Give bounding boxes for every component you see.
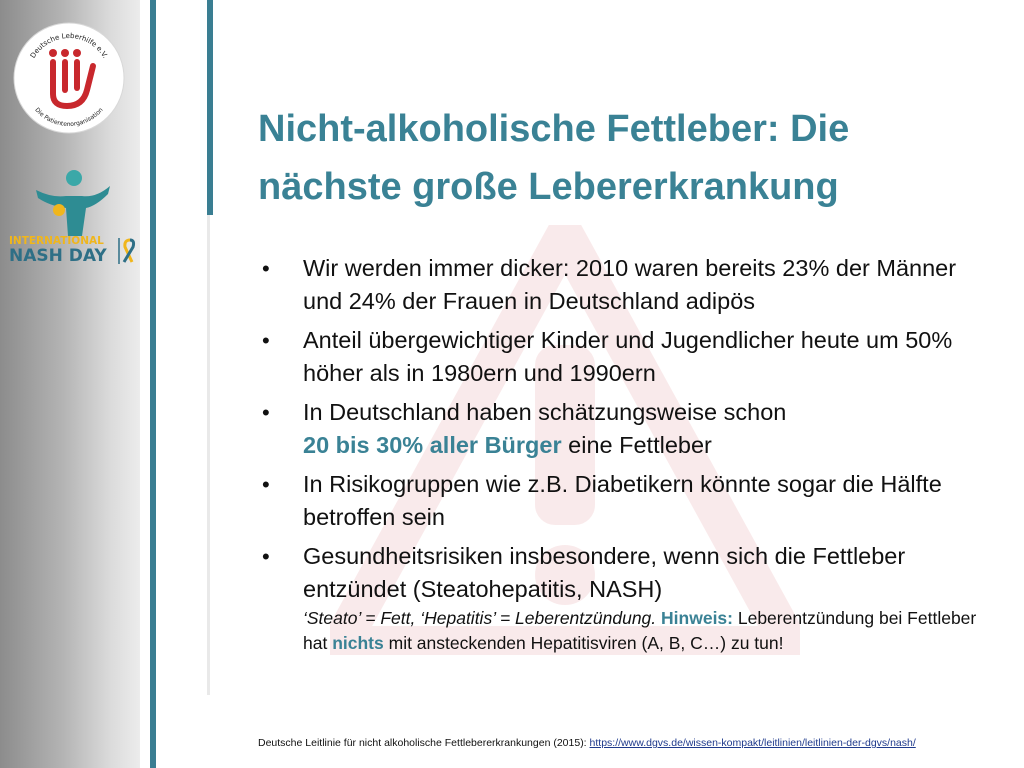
footnote-link[interactable]: https://www.dgvs.de/wissen-kompakt/leitlinien/leitlinien-der-dgvs/nash/ <box>589 737 916 749</box>
bullet-note <box>303 606 982 656</box>
title-line1: Nicht-alkoholische Fettleber: Die <box>258 108 850 150</box>
bullet-item <box>262 468 982 534</box>
divider-rule <box>207 215 210 695</box>
bullet-text-2: Anteil übergewichtiger Kinder und Jugendlicher heute um 50% höher als in 1980ern und 1990ern <box>303 327 953 386</box>
note-text-2: mit ansteckenden Hepatitisviren (A, B, C…) zu tun! <box>383 633 784 653</box>
logo-text-bottom: Die Patientenorganisation <box>33 106 105 129</box>
bullet-highlight: 20 bis 30% aller Bürger <box>303 432 562 458</box>
bullet-dot: • <box>262 472 270 497</box>
bullet-dot: • <box>262 328 270 353</box>
logo-text-top: Deutsche Leberhilfe e.V. <box>28 31 110 60</box>
nash-line2: NASH DAY <box>9 245 107 266</box>
bullet-text-4: In Risikogruppen wie z.B. Diabetikern könnte sogar die Hälfte betroffen sein <box>303 471 942 530</box>
bullet-dot: • <box>262 400 270 425</box>
bullet-item <box>262 252 982 318</box>
bullet-item <box>262 324 982 390</box>
note-hinweis: Hinweis: <box>661 608 733 628</box>
sidebar-edge-bar <box>150 0 156 768</box>
note-text-1: Leberentzündung bei Fettleber hat <box>303 608 977 653</box>
slide-title <box>258 100 998 216</box>
bullet-item <box>262 540 982 656</box>
bullet-text-3-post: eine Fettleber <box>561 432 712 458</box>
bullet-list <box>262 252 982 662</box>
bullet-dot: • <box>262 256 270 281</box>
bullet-text-5: Gesundheitsrisiken insbesondere, wenn sich die Fettleber entzündet (Steatohepatitis, NASH) <box>303 543 906 602</box>
accent-rule <box>207 0 213 215</box>
nash-line1: INTERNATIONAL <box>9 235 104 247</box>
note-nichts: nichts <box>332 633 384 653</box>
source-footnote <box>258 737 1018 749</box>
ribbon-icon <box>118 236 136 266</box>
bullet-text-1: Wir werden immer dicker: 2010 waren bereits 23% der Männer und 24% der Frauen in Deutschland adipös <box>303 255 957 314</box>
note-italic: ‘Steato’ = Fett, ‘Hepatitis’ = Leberentzündung. <box>303 608 657 628</box>
footnote-text: Deutsche Leitlinie für nicht alkoholische Fettlebererkrankungen (2015): <box>258 737 590 749</box>
nash-day-figure-icon <box>32 168 112 238</box>
deutsche-leberhilfe-logo <box>13 22 125 134</box>
bullet-item <box>262 396 982 462</box>
bullet-dot: • <box>262 544 270 569</box>
bullet-text-3-pre: In Deutschland haben schätzungsweise schon <box>303 399 787 425</box>
title-line2: nächste große Lebererkrankung <box>258 166 839 208</box>
nash-day-wordmark <box>9 236 119 265</box>
